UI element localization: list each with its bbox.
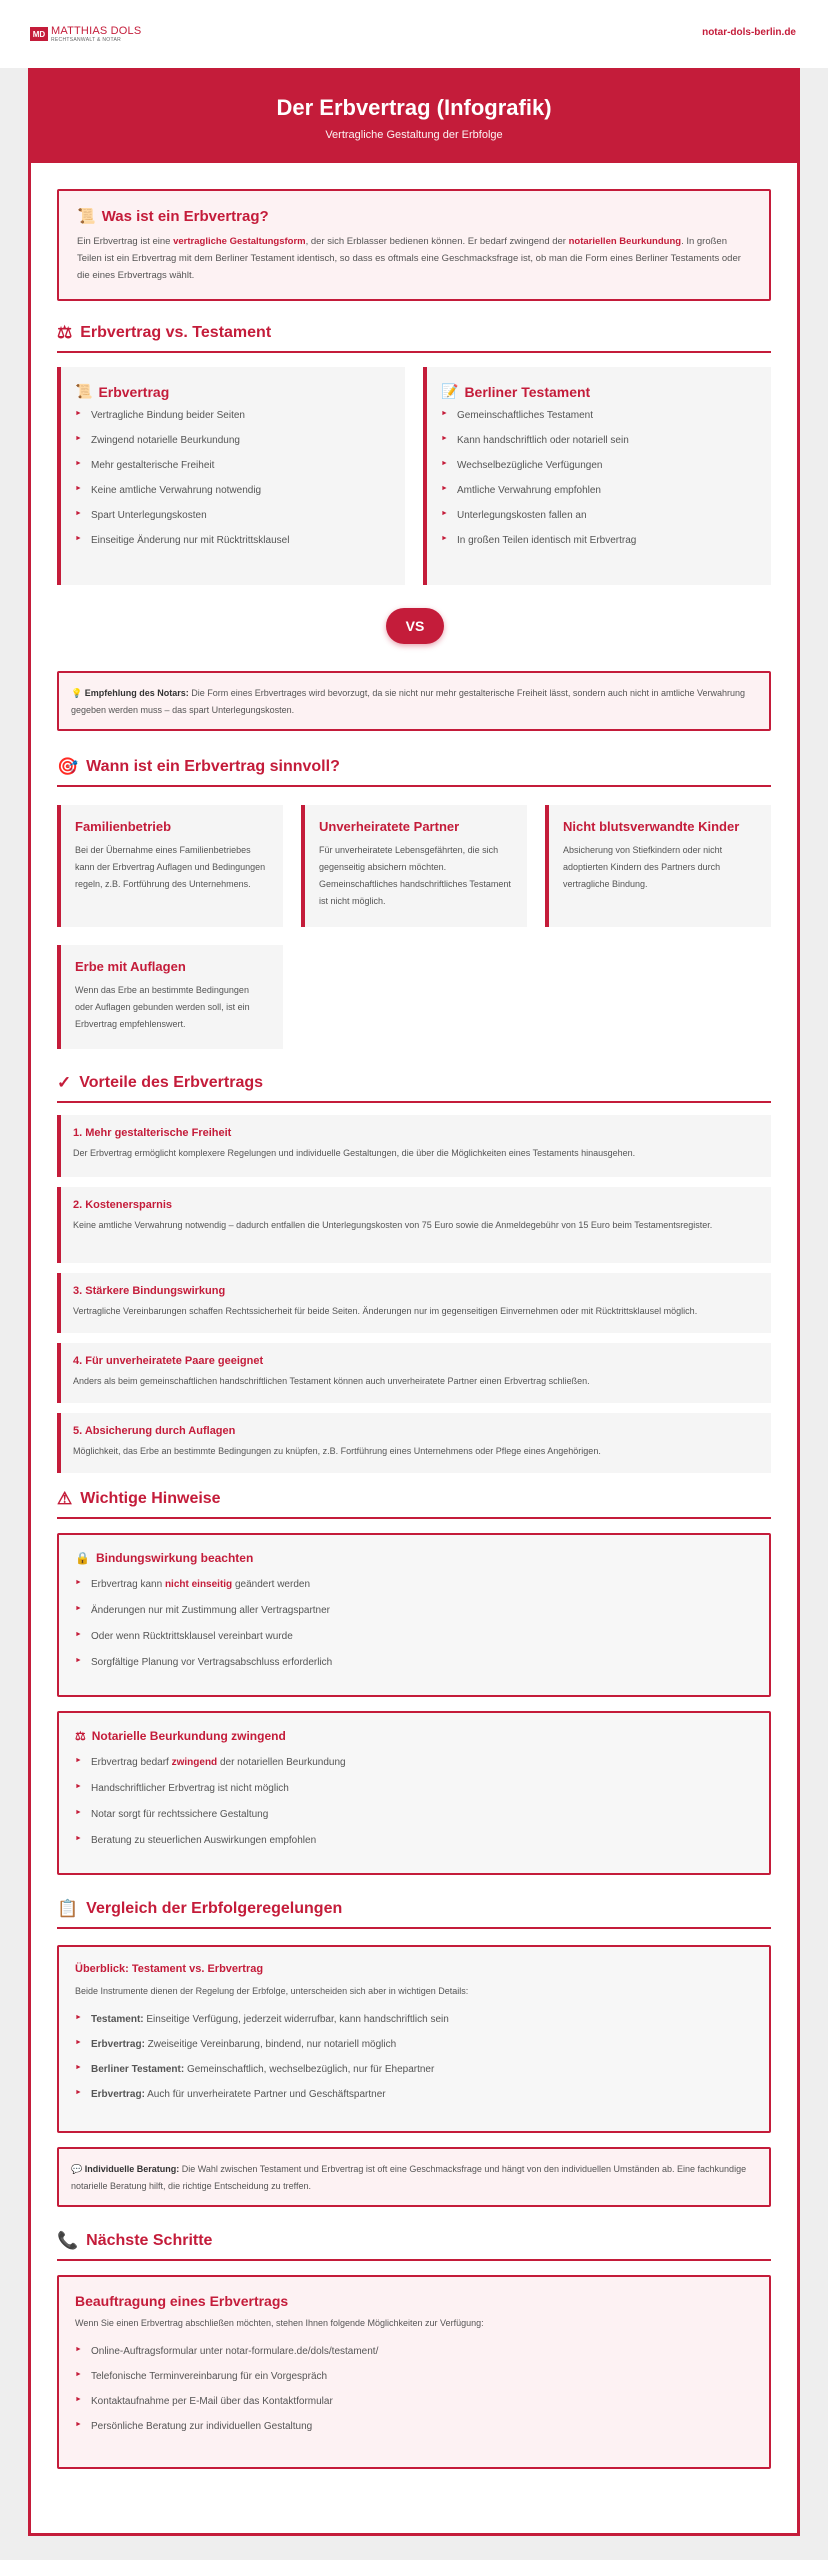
list-item: ► Spart Unterlegungskosten — [75, 510, 391, 521]
list-item: ► Wechselbezügliche Verfügungen — [441, 460, 757, 471]
section-divider — [57, 1101, 771, 1103]
vs-badge: VS — [386, 608, 444, 644]
list-item: ► Zwingend notarielle Beurkundung — [75, 435, 391, 446]
section-heading-comparison: ⚖ Erbvertrag vs. Testament — [57, 323, 272, 342]
page-subtitle: Vertragliche Gestaltung der Erbfolge — [325, 129, 503, 141]
list-item: ► Mehr gestalterische Freiheit — [75, 460, 391, 471]
list-item: ► Kann handschriftlich oder notariell sein — [441, 435, 757, 446]
section-divider — [57, 351, 771, 353]
erbvertrag-column — [57, 367, 405, 585]
section-heading-notes: ⚠ Wichtige Hinweise — [57, 1489, 221, 1508]
list-item: ► Persönliche Beratung zur individuellen Gestaltung — [75, 2421, 753, 2432]
list-item: ► Beratung zu steuerlichen Auswirkungen empfohlen — [75, 1835, 753, 1846]
section-heading-overview: 📋 Vergleich der Erbfolgeregelungen — [57, 1899, 343, 1918]
advantage-item: 4. Für unverheiratete Paare geeignet Anders als beim gemeinschaftlichen handschriftlichen Testament können auch unverheiratete Partner einen Erbvertrag schließen. — [57, 1343, 771, 1403]
list-item: ► Sorgfältige Planung vor Vertragsabschluss erforderlich — [75, 1657, 753, 1668]
list-item: ► Berliner Testament: Gemeinschaftlich, wechselbezüglich, nur für Ehepartner — [75, 2064, 753, 2075]
memo-icon: 📝 — [441, 383, 459, 399]
section-divider — [57, 1517, 771, 1519]
advice-box — [57, 2147, 771, 2207]
section-divider — [57, 2259, 771, 2261]
infographic-card — [28, 68, 800, 2536]
overview-box — [57, 1945, 771, 2133]
intro-title: Was ist ein Erbvertrag? — [101, 207, 269, 225]
list-item: ► Notar sorgt für rechtssichere Gestaltung — [75, 1809, 753, 1820]
target-icon: 🎯 — [57, 757, 79, 776]
overview-intro: Beide Instrumente dienen der Regelung der Erbfolge, unterscheiden sich aber in wichtigen Details: — [75, 1986, 469, 1996]
site-link[interactable]: notar-dols-berlin.de — [702, 27, 796, 38]
list-item: ► Oder wenn Rücktrittsklausel vereinbart wurde — [75, 1631, 753, 1642]
list-item: ► Erbvertrag: Auch für unverheiratete Partner und Geschäftspartner — [75, 2089, 753, 2100]
advantage-item: 3. Stärkere Bindungswirkung Vertragliche Vereinbarungen schaffen Rechtssicherheit für beide Seiten. Änderungen nur im gegenseitigen Einvernehmen oder mit Rücktrittsklausel möglich. — [57, 1273, 771, 1333]
hero-banner — [31, 71, 797, 163]
speech-bubble-icon: 💬 — [71, 2164, 83, 2174]
list-item: ► Änderungen nur mit Zustimmung aller Vertragspartner — [75, 1605, 753, 1616]
logo-mark: MD — [30, 27, 48, 41]
section-divider — [57, 1927, 771, 1929]
section-heading-next-steps: 📞 Nächste Schritte — [57, 2231, 213, 2250]
advice-label: Individuelle Beratung: — [84, 2164, 180, 2174]
advice-text: Die Wahl zwischen Testament und Erbvertrag ist oft eine Geschmacksfrage und hängt von den individuellen Umständen ab. Eine fachkundige notarielle Beratung hilft, die richtige Entscheidung zu treffen. — [71, 2164, 747, 2191]
lightbulb-icon: 💡 — [71, 688, 83, 698]
use-case-card: Unverheiratete Partner Für unverheiratete Lebensgefährten, die sich gegenseitig absichern möchten. Gemeinschaftliches handschriftliches Testament ist nicht möglich. — [301, 805, 527, 927]
scroll-icon: 📜 — [75, 383, 93, 399]
advantage-item: 1. Mehr gestalterische Freiheit Der Erbvertrag ermöglicht komplexere Regelungen und individuelle Gestaltungen, die über die Möglichkeiten eines Testaments hinausgehen. — [57, 1115, 771, 1177]
binding-notice-box — [57, 1533, 771, 1697]
next-steps-title: Beauftragung eines Erbvertrags — [75, 2293, 289, 2309]
list-item: ► Einseitige Änderung nur mit Rücktrittsklausel — [75, 535, 391, 546]
list-item: ► Erbvertrag bedarf zwingend der notariellen Beurkundung — [75, 1757, 753, 1768]
list-item: ► Telefonische Terminvereinbarung für ein Vorgespräch — [75, 2371, 753, 2382]
overview-title: Überblick: Testament vs. Erbvertrag — [75, 1963, 264, 1975]
warning-icon: ⚠ — [57, 1489, 73, 1508]
lock-icon: 🔒 — [75, 1551, 90, 1565]
top-bar — [0, 0, 828, 68]
list-item: ► Online-Auftragsformular unter notar-formulare.de/dols/testament/ — [75, 2346, 753, 2357]
column-title: Erbvertrag — [98, 383, 170, 400]
section-divider — [57, 785, 771, 787]
list-item: ► Keine amtliche Verwahrung notwendig — [75, 485, 391, 496]
checkmark-icon: ✓ — [57, 1073, 72, 1092]
section-heading-use-cases: 🎯 Wann ist ein Erbvertrag sinnvoll? — [57, 757, 340, 776]
logo-subtitle: RECHTSANWALT & NOTAR — [51, 36, 121, 43]
phone-icon: 📞 — [57, 2231, 79, 2250]
page-title: Der Erbvertrag (Infografik) — [276, 95, 552, 120]
recommendation-box — [57, 671, 771, 731]
list-item: ► Erbvertrag: Zweiseitige Vereinbarung, bindend, nur notariell möglich — [75, 2039, 753, 2050]
use-case-card: Nicht blutsverwandte Kinder Absicherung von Stiefkindern oder nicht adoptierten Kindern des Partners durch vertragliche Bindung. — [545, 805, 771, 927]
list-item: ► Handschriftlicher Erbvertrag ist nicht möglich — [75, 1783, 753, 1794]
section-heading-advantages: ✓ Vorteile des Erbvertrags — [57, 1073, 264, 1092]
scroll-icon: 📜 — [77, 208, 96, 225]
clipboard-icon: 📋 — [57, 1899, 79, 1918]
scales-icon: ⚖ — [57, 323, 73, 342]
list-item: ► Erbvertrag kann nicht einseitig geändert werden — [75, 1579, 753, 1590]
list-item: ► Kontaktaufnahme per E-Mail über das Kontaktformular — [75, 2396, 753, 2407]
list-item: ► Unterlegungskosten fallen an — [441, 510, 757, 521]
list-item: ► Testament: Einseitige Verfügung, jederzeit widerrufbar, kann handschriftlich sein — [75, 2014, 753, 2025]
logo[interactable] — [30, 24, 141, 44]
notice-title: Notarielle Beurkundung zwingend — [91, 1729, 286, 1743]
scales-icon: ⚖ — [75, 1729, 86, 1743]
list-item: ► In großen Teilen identisch mit Erbvertrag — [441, 535, 757, 546]
intro-box — [57, 189, 771, 301]
next-steps-box — [57, 2275, 771, 2469]
berliner-testament-column — [423, 367, 771, 585]
notice-title: Bindungswirkung beachten — [95, 1551, 254, 1565]
recommendation-label: Empfehlung des Notars: — [84, 688, 189, 698]
advantage-item: 5. Absicherung durch Auflagen Möglichkeit, das Erbe an bestimmte Bedingungen zu knüpfen, z.B. Fortführung eines Unternehmens oder Pflege eines Angehörigen. — [57, 1413, 771, 1473]
recommendation-text: Die Form eines Erbvertrages wird bevorzugt, da sie nicht nur mehr gestalterische Freiheit lässt, sondern auch nicht in amtliche Verwahrung gegeben werden muss – das spart Unterlegungskosten. — [71, 688, 746, 715]
use-case-card: Erbe mit Auflagen Wenn das Erbe an bestimmte Bedingungen oder Auflagen gebunden werden soll, ist ein Erbvertrag empfehlenswert. — [57, 945, 283, 1049]
use-case-card: Familienbetrieb Bei der Übernahme eines Familienbetriebes kann der Erbvertrag Auflagen und Bedingungen regeln, z.B. Fortführung des Unternehmens. — [57, 805, 283, 927]
logo-name: MATTHIAS DOLS — [51, 24, 142, 37]
list-item: ► Gemeinschaftliches Testament — [441, 410, 757, 421]
list-item: ► Amtliche Verwahrung empfohlen — [441, 485, 757, 496]
column-title: Berliner Testament — [464, 383, 591, 400]
advantage-item: 2. Kostenersparnis Keine amtliche Verwahrung notwendig – dadurch entfallen die Unterlegungskosten von 75 Euro sowie die Anmeldegebühr von 15 Euro beim Testamentsregister. — [57, 1187, 771, 1263]
list-item: ► Vertragliche Bindung beider Seiten — [75, 410, 391, 421]
next-steps-intro: Wenn Sie einen Erbvertrag abschließen möchten, stehen Ihnen folgende Möglichkeiten zur Verfügung: — [75, 2318, 484, 2328]
notary-notice-box — [57, 1711, 771, 1875]
intro-text: Ein Erbvertrag ist eine vertragliche Gestaltungsform, der sich Erblasser bedienen können. Er bedarf zwingend der notariellen Beurkundung. In großen Teilen ist ein Erbvertrag mit dem Berliner Testament identisch, so dass es oftmals eine Geschmacksfrage ist, ob man die Form eines Berliner Testaments oder die eines Erbvertrags wählt. — [77, 236, 741, 281]
